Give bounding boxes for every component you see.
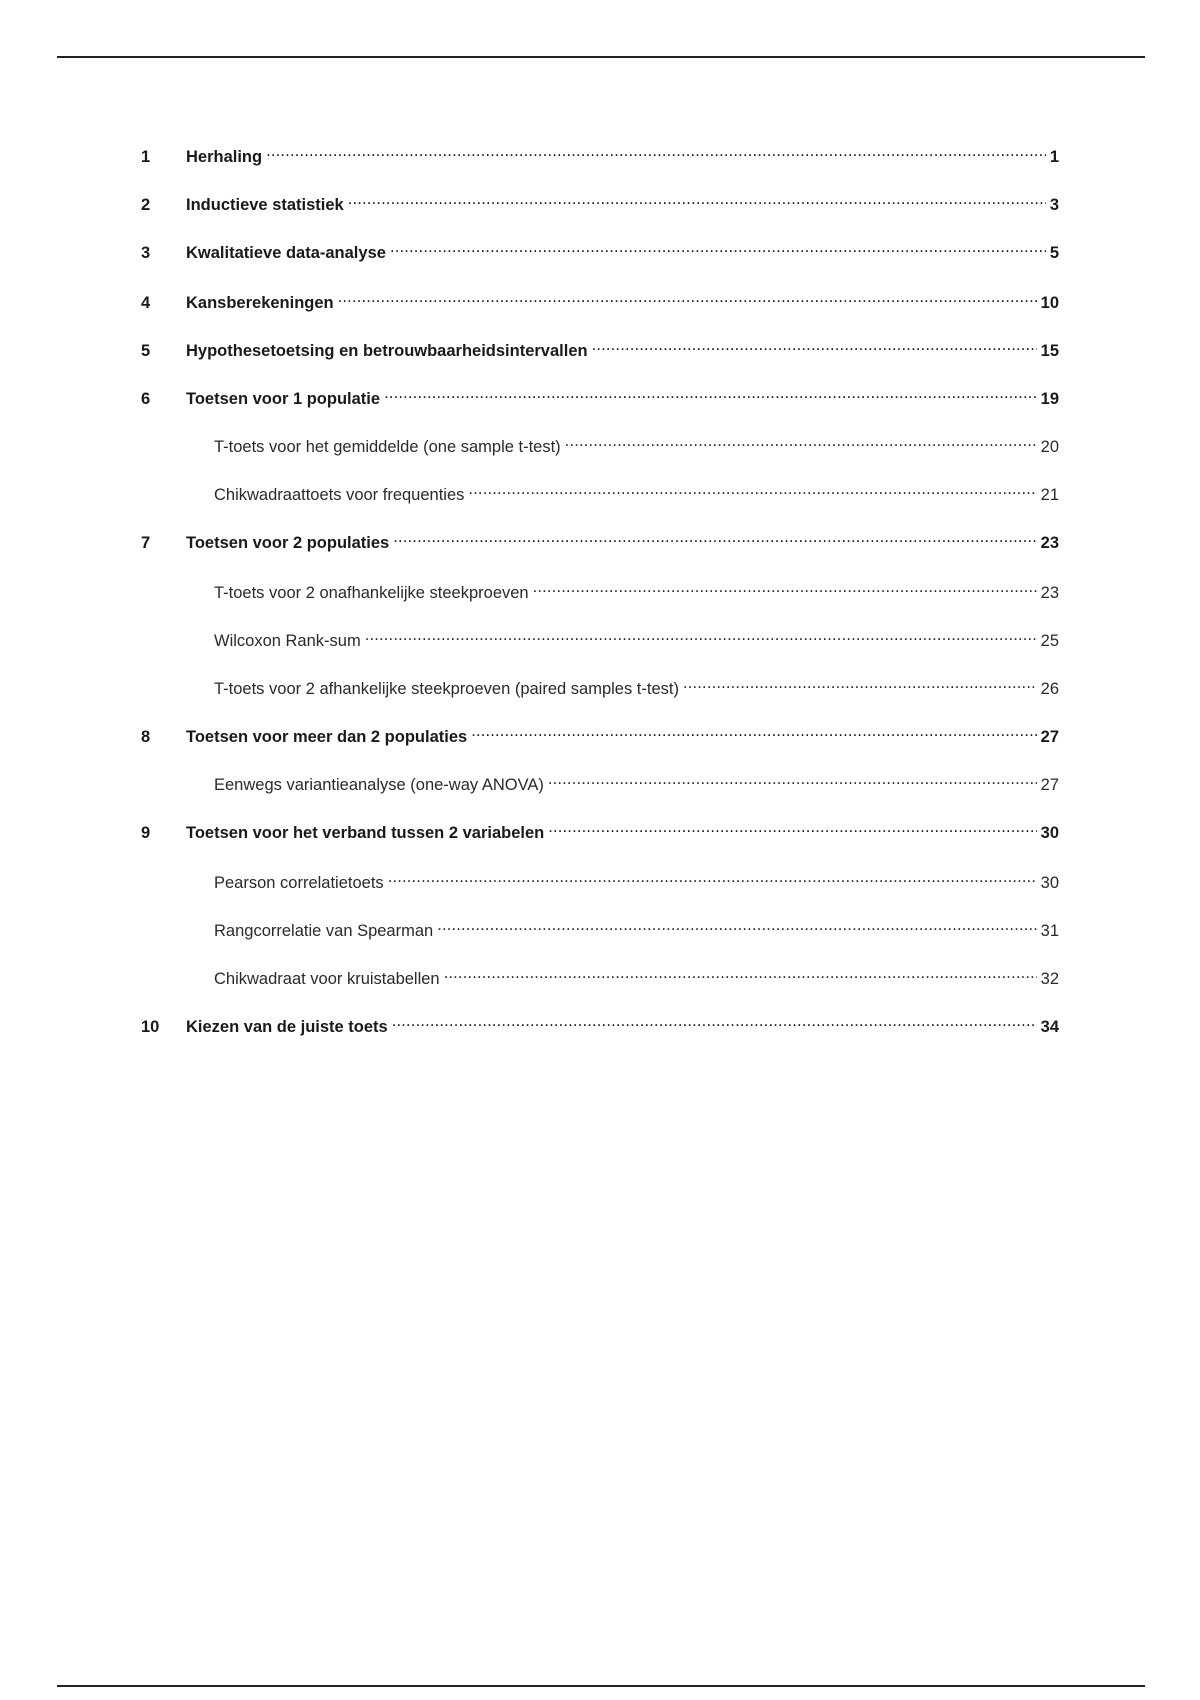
toc-entry-number: 3 bbox=[141, 244, 151, 262]
toc-entry-title: Eenwegs variantieanalyse (one-way ANOVA) bbox=[214, 776, 544, 794]
toc-entry-number: 9 bbox=[141, 824, 151, 842]
toc-subentry[interactable] bbox=[141, 962, 1059, 990]
toc-entry-number: 2 bbox=[141, 196, 151, 214]
toc-subentry[interactable] bbox=[141, 768, 1059, 796]
toc-entry-page: 19 bbox=[1040, 390, 1059, 408]
toc-entry-title: Kansberekeningen bbox=[186, 294, 334, 312]
header-rule bbox=[57, 56, 1145, 58]
toc-entry-title: Kwalitatieve data-analyse bbox=[186, 244, 386, 262]
toc-leader-dots bbox=[683, 672, 1037, 694]
toc-entry-page: 23 bbox=[1040, 584, 1059, 602]
footer-rule bbox=[57, 1685, 1145, 1687]
toc-leader-dots bbox=[384, 382, 1037, 404]
toc-entry-number: 7 bbox=[141, 534, 151, 552]
toc-entry[interactable] bbox=[141, 140, 1059, 168]
toc-subentry[interactable] bbox=[141, 672, 1059, 700]
toc-leader-dots bbox=[393, 526, 1036, 548]
toc-leader-dots bbox=[468, 478, 1036, 500]
toc-entry-page: 10 bbox=[1040, 294, 1059, 312]
toc-entry-page: 5 bbox=[1049, 244, 1059, 262]
toc-entry[interactable] bbox=[141, 1010, 1059, 1038]
toc-entry-page: 30 bbox=[1040, 874, 1059, 892]
toc-entry-page: 23 bbox=[1040, 534, 1059, 552]
toc-entry[interactable] bbox=[141, 720, 1059, 748]
toc-leader-dots bbox=[533, 576, 1037, 598]
toc-leader-dots bbox=[444, 962, 1037, 984]
toc-entry-title: Toetsen voor het verband tussen 2 variabelen bbox=[186, 824, 545, 842]
toc-leader-dots bbox=[266, 140, 1046, 162]
toc-entry-page: 31 bbox=[1040, 922, 1059, 940]
toc-entry-page: 20 bbox=[1040, 438, 1059, 456]
toc-entry-page: 1 bbox=[1049, 148, 1059, 166]
toc-entry-page: 25 bbox=[1040, 632, 1059, 650]
toc-entry-page: 3 bbox=[1049, 196, 1059, 214]
toc-entry-title: Inductieve statistiek bbox=[186, 196, 344, 214]
toc-entry[interactable] bbox=[141, 188, 1059, 216]
toc-leader-dots bbox=[365, 624, 1037, 646]
toc-entry-title: Wilcoxon Rank-sum bbox=[214, 632, 361, 650]
toc-entry-number: 5 bbox=[141, 342, 151, 360]
toc-leader-dots bbox=[348, 188, 1046, 210]
table-of-contents bbox=[141, 140, 1059, 1038]
toc-entry-number: 8 bbox=[141, 728, 151, 746]
toc-leader-dots bbox=[565, 430, 1037, 452]
toc-entry-title: Toetsen voor 1 populatie bbox=[186, 390, 381, 408]
toc-entry-title: Toetsen voor meer dan 2 populaties bbox=[186, 728, 468, 746]
toc-leader-dots bbox=[388, 866, 1037, 888]
toc-entry-number: 4 bbox=[141, 294, 151, 312]
toc-leader-dots bbox=[471, 720, 1036, 742]
toc-entry-page: 34 bbox=[1040, 1018, 1059, 1036]
toc-leader-dots bbox=[548, 768, 1037, 790]
toc-subentry[interactable] bbox=[141, 914, 1059, 942]
toc-leader-dots bbox=[437, 914, 1036, 936]
toc-subentry[interactable] bbox=[141, 866, 1059, 894]
toc-subentry[interactable] bbox=[141, 624, 1059, 652]
toc-entry-title: Hypothesetoetsing en betrouwbaarheidsintervallen bbox=[186, 342, 588, 360]
toc-entry-number: 10 bbox=[141, 1018, 160, 1036]
toc-entry-title: Chikwadraat voor kruistabellen bbox=[214, 970, 440, 988]
toc-entry-title: T-toets voor 2 afhankelijke steekproeven (paired samples t-test) bbox=[214, 680, 679, 698]
toc-entry-title: T-toets voor 2 onafhankelijke steekproeven bbox=[214, 584, 529, 602]
toc-leader-dots bbox=[592, 334, 1037, 356]
toc-subentry[interactable] bbox=[141, 478, 1059, 506]
toc-entry[interactable] bbox=[141, 236, 1059, 264]
toc-leader-dots bbox=[390, 236, 1046, 258]
toc-subentry[interactable] bbox=[141, 430, 1059, 458]
toc-entry-number: 6 bbox=[141, 390, 151, 408]
toc-entry-title: T-toets voor het gemiddelde (one sample t-test) bbox=[214, 438, 561, 456]
toc-leader-dots bbox=[548, 816, 1036, 838]
toc-entry-page: 30 bbox=[1040, 824, 1059, 842]
toc-entry-page: 26 bbox=[1040, 680, 1059, 698]
toc-subentry[interactable] bbox=[141, 576, 1059, 604]
toc-entry-page: 27 bbox=[1040, 776, 1059, 794]
toc-entry-page: 27 bbox=[1040, 728, 1059, 746]
toc-entry[interactable] bbox=[141, 334, 1059, 362]
toc-entry-number: 1 bbox=[141, 148, 151, 166]
toc-leader-dots bbox=[392, 1010, 1037, 1032]
toc-entry-title: Toetsen voor 2 populaties bbox=[186, 534, 390, 552]
toc-entry-title: Herhaling bbox=[186, 148, 263, 166]
toc-entry-title: Chikwadraattoets voor frequenties bbox=[214, 486, 465, 504]
toc-entry[interactable] bbox=[141, 286, 1059, 314]
toc-entry[interactable] bbox=[141, 526, 1059, 554]
toc-entry-page: 21 bbox=[1040, 486, 1059, 504]
toc-entry-title: Pearson correlatietoets bbox=[214, 874, 384, 892]
toc-leader-dots bbox=[338, 286, 1037, 308]
toc-entry-title: Rangcorrelatie van Spearman bbox=[214, 922, 434, 940]
toc-entry-page: 15 bbox=[1040, 342, 1059, 360]
toc-entry[interactable] bbox=[141, 382, 1059, 410]
toc-entry-page: 32 bbox=[1040, 970, 1059, 988]
toc-entry[interactable] bbox=[141, 816, 1059, 844]
toc-entry-title: Kiezen van de juiste toets bbox=[186, 1018, 388, 1036]
